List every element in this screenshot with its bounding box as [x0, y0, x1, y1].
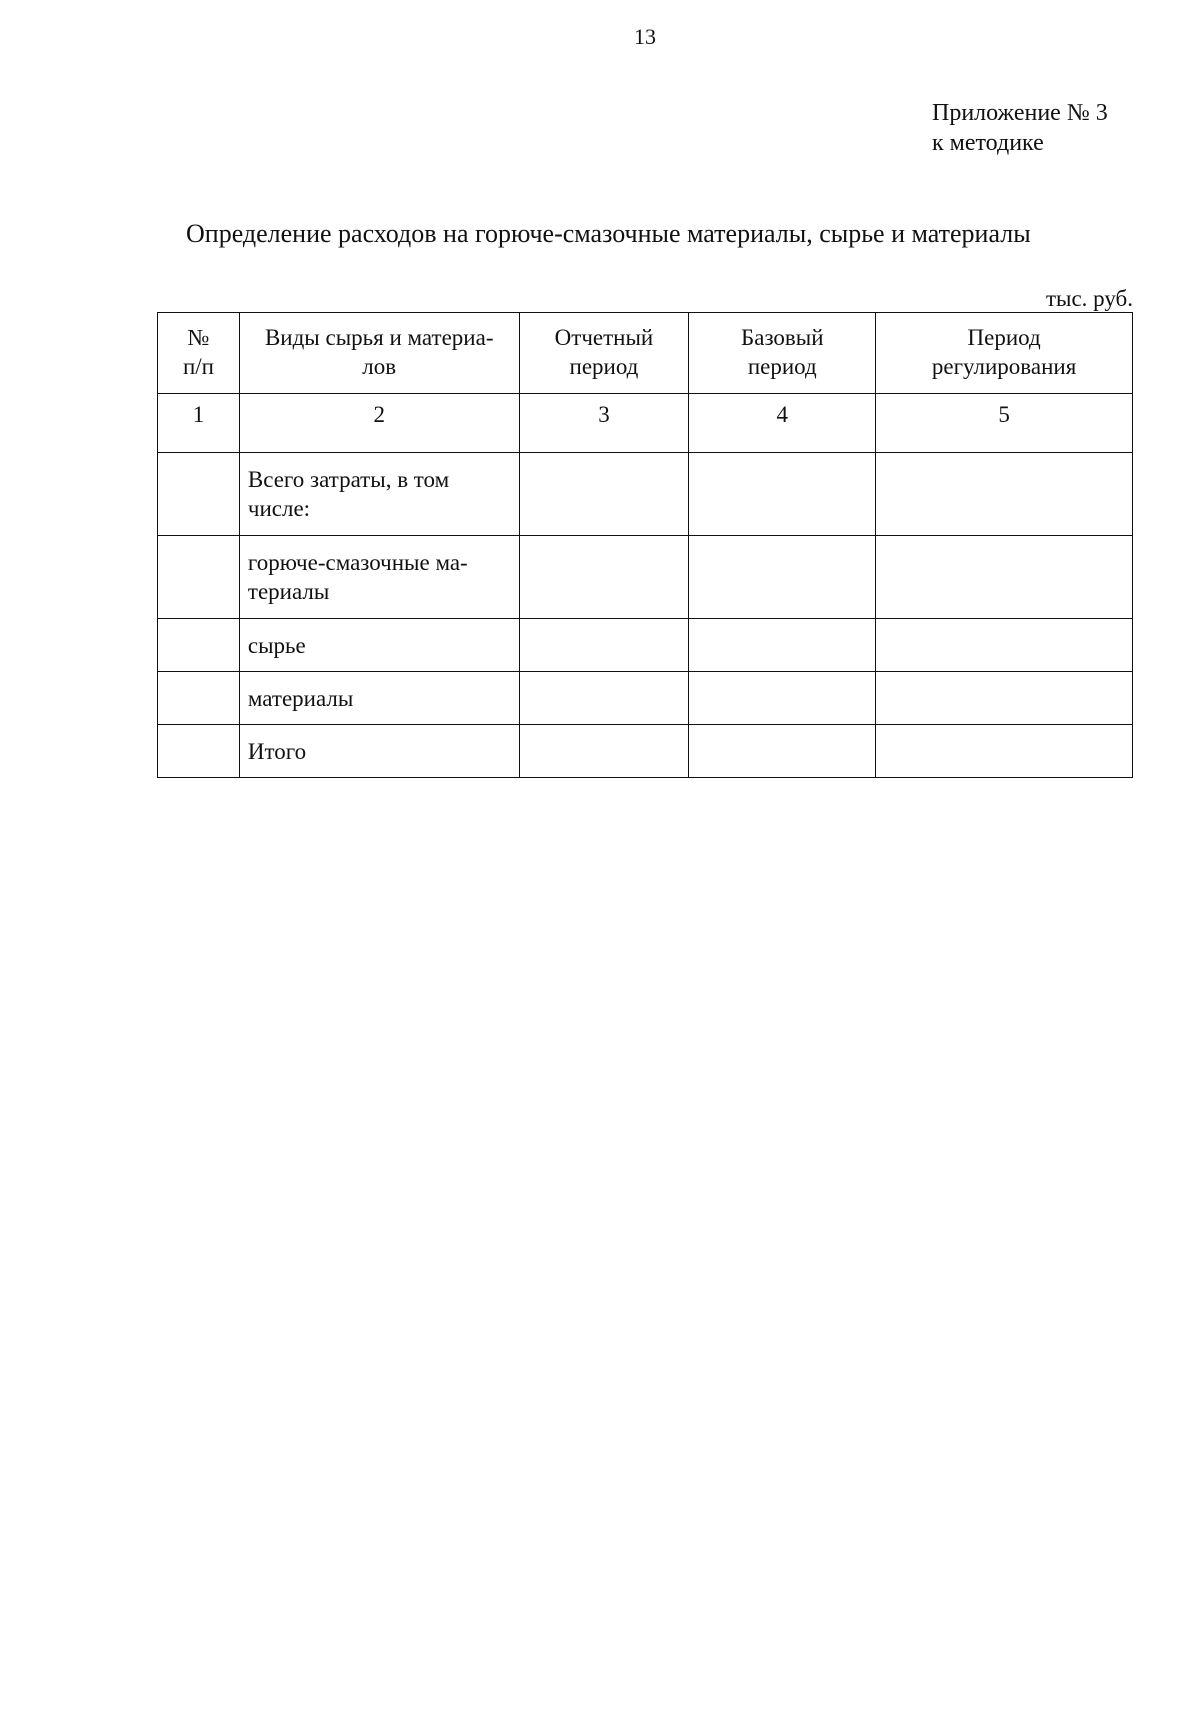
- row-name-cell: [239, 536, 519, 619]
- reporting-period-cell: [519, 453, 689, 536]
- appendix-line-1: Приложение № 3: [932, 100, 1108, 126]
- regulation-period-cell: [876, 725, 1133, 778]
- header-regulation-period: [876, 313, 1133, 394]
- base-period-cell: [689, 725, 876, 778]
- column-number-cell: 4: [689, 394, 876, 453]
- page-number: 13: [634, 24, 656, 49]
- regulation-period-cell: [876, 453, 1133, 536]
- header-material-type-line-2: лов: [362, 354, 397, 379]
- row-number-cell: [158, 453, 240, 536]
- units-label: тыс. руб.: [1045, 286, 1133, 311]
- column-number-cell: 5: [876, 394, 1133, 453]
- table-header-row: [158, 313, 1133, 394]
- row-name-cell: материалы: [239, 672, 519, 725]
- reporting-period-cell: [519, 536, 689, 619]
- row-number-cell: [158, 619, 240, 672]
- row-name-line-2: териалы: [247, 579, 330, 604]
- header-regulation-period-line-2: регулирования: [931, 354, 1077, 379]
- row-name-line-1: горюче-смазочные ма-: [247, 550, 468, 575]
- table-row: [158, 453, 1133, 536]
- row-name-cell: [239, 453, 519, 536]
- header-number: [158, 313, 240, 394]
- appendix-label: [932, 98, 1108, 158]
- appendix-line-2: к методике: [932, 130, 1044, 156]
- reporting-period-cell: [519, 619, 689, 672]
- reporting-period-cell: [519, 672, 689, 725]
- table-row: [158, 725, 1133, 778]
- document-title: Определение расходов на горюче-смазочные материалы, сырье и материалы: [186, 219, 1031, 248]
- row-number-cell: [158, 536, 240, 619]
- row-number-cell: [158, 672, 240, 725]
- header-material-type-line-1: Виды сырья и материа-: [264, 325, 494, 350]
- expenses-table: [157, 312, 1133, 778]
- regulation-period-cell: [876, 536, 1133, 619]
- column-number-row: [158, 394, 1133, 453]
- table-row: [158, 619, 1133, 672]
- base-period-cell: [689, 453, 876, 536]
- base-period-cell: [689, 619, 876, 672]
- row-name-line-2: числе:: [247, 496, 311, 521]
- column-number-cell: 2: [239, 394, 519, 453]
- header-regulation-period-line-1: Период: [967, 325, 1041, 350]
- header-base-period-line-2: период: [747, 354, 817, 379]
- table-row: [158, 672, 1133, 725]
- reporting-period-cell: [519, 725, 689, 778]
- row-number-cell: [158, 725, 240, 778]
- regulation-period-cell: [876, 619, 1133, 672]
- row-name-cell: Итого: [239, 725, 519, 778]
- header-reporting-period-line-2: период: [569, 354, 639, 379]
- column-number-cell: 1: [158, 394, 240, 453]
- header-reporting-period-line-1: Отчетный: [554, 325, 654, 350]
- header-base-period-line-1: Базовый: [741, 325, 824, 350]
- row-name-line-1: Всего затраты, в том: [247, 467, 450, 492]
- row-name-cell: сырье: [239, 619, 519, 672]
- header-number-line-1: №: [187, 325, 210, 350]
- header-material-type: [239, 313, 519, 394]
- header-reporting-period: [519, 313, 689, 394]
- table-row: [158, 536, 1133, 619]
- column-number-cell: 3: [519, 394, 689, 453]
- base-period-cell: [689, 672, 876, 725]
- header-base-period: [689, 313, 876, 394]
- base-period-cell: [689, 536, 876, 619]
- header-number-line-2: п/п: [182, 354, 214, 379]
- regulation-period-cell: [876, 672, 1133, 725]
